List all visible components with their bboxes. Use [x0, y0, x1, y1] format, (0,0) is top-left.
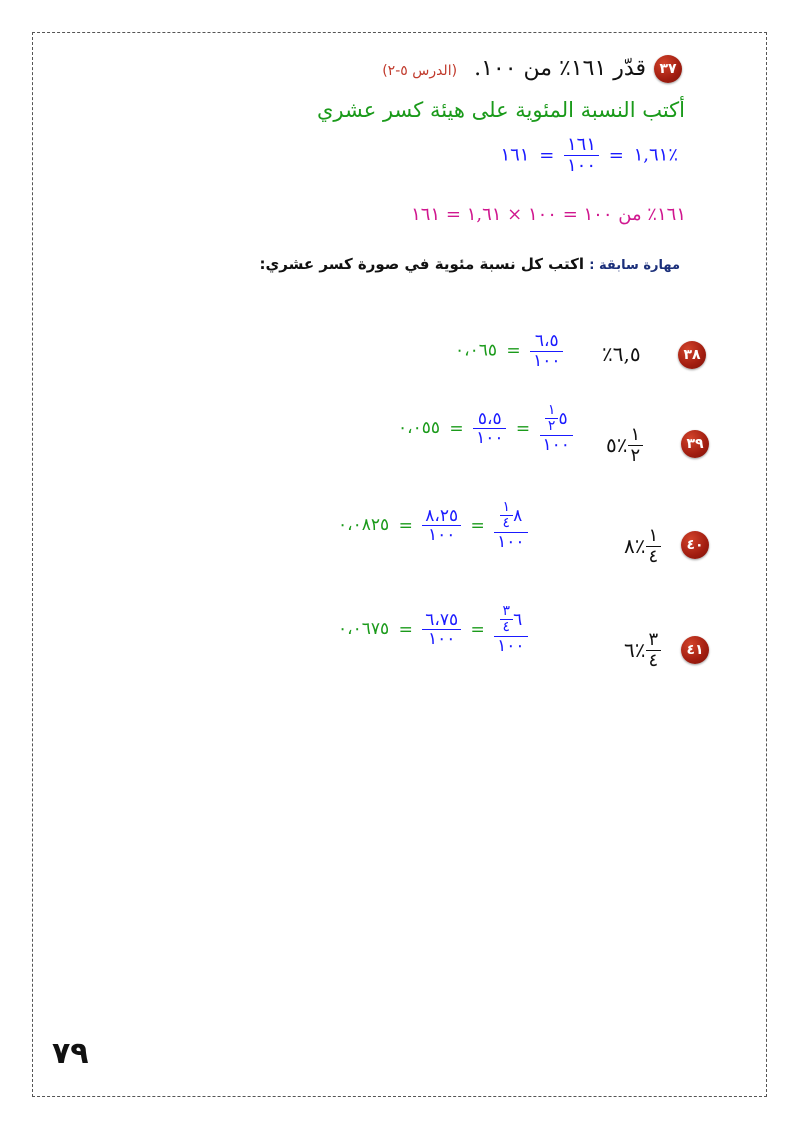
fraction-numerator: ١ [545, 403, 559, 419]
question-number: ٣٨ [683, 347, 701, 363]
fraction-denominator: ٤ [648, 649, 659, 671]
question-number: ٣٩ [686, 436, 704, 452]
q37-conversion-line [500, 135, 678, 176]
mixed-numerator [494, 500, 527, 533]
q40-solution [338, 500, 528, 551]
decimal-value: ١,٦١ [633, 144, 669, 166]
percent-fraction [646, 630, 662, 671]
equals-sign: = [515, 418, 531, 439]
mixed-fraction [494, 500, 527, 551]
prior-skill-heading [260, 255, 680, 273]
inner-fraction [500, 500, 514, 532]
fraction-numerator: ٦،٧٥ [422, 611, 461, 631]
fraction-numerator: ٣ [500, 604, 514, 620]
fraction-denominator: ١٠٠ [497, 531, 525, 552]
mixed-numerator [494, 604, 527, 637]
fraction [530, 332, 563, 370]
question-number: ٤١ [686, 642, 704, 658]
fraction [473, 410, 506, 448]
fraction-numerator: ٦،٥ [530, 332, 563, 352]
percent-fraction [628, 425, 644, 466]
question-38-badge [678, 341, 706, 369]
mixed-whole: ٥ [558, 408, 568, 429]
fraction-numerator: ٥،٥ [473, 410, 506, 430]
mixed-whole: ٨ [513, 505, 523, 526]
equals-sign: = [506, 341, 521, 362]
prior-skill-label: مهارة سابقة : [589, 258, 680, 273]
fraction [564, 135, 599, 176]
q38-percent: ٪٦,٥ [602, 342, 641, 366]
equals-sign: = [470, 515, 485, 536]
page-number: ٧٩ [52, 1036, 89, 1071]
question-37-badge [654, 55, 682, 83]
fraction-denominator: ١٠٠ [427, 525, 456, 546]
equals-sign: = [470, 619, 485, 640]
fraction [422, 507, 461, 545]
inner-fraction [500, 604, 514, 636]
inner-fraction [545, 403, 559, 435]
fraction-numerator: ١ [628, 425, 644, 446]
prior-skill-text: اكتب كل نسبة مئوية في صورة كسر عشري: [259, 255, 585, 273]
fraction-numerator: ١ [646, 526, 662, 547]
mixed-fraction [540, 403, 573, 454]
q39-solution [398, 403, 573, 454]
fraction-denominator: ٤ [502, 619, 511, 636]
question-40-badge [681, 531, 709, 559]
question-text: قدّر ١٦١٪ من ١٠٠. [474, 56, 646, 81]
mixed-number [500, 604, 523, 636]
fraction-numerator: ١ [500, 500, 514, 516]
equals-sign: = [608, 144, 624, 166]
result-value: ٠،٠٥٥ [398, 418, 441, 439]
fraction-denominator: ٤ [648, 545, 659, 567]
result-value: ٠،٠٨٢٥ [338, 515, 390, 536]
fraction-denominator: ٢ [547, 418, 556, 435]
instruction-text: أكتب النسبة المئوية على هيئة كسر عشري [316, 98, 685, 122]
equals-sign: = [539, 144, 555, 166]
fraction-numerator: ١٦١ [564, 135, 599, 156]
fraction-numerator: ٣ [646, 630, 662, 651]
q40-percent [618, 526, 661, 567]
fraction [422, 611, 461, 649]
question-37-text [382, 56, 646, 81]
fraction-denominator: ١٠٠ [533, 350, 561, 371]
question-39-badge [681, 430, 709, 458]
percent-value: ١٦١٪ [500, 144, 678, 166]
fraction-numerator: ٨،٢٥ [422, 507, 461, 527]
lesson-reference: (الدرس ٥-٢) [382, 63, 458, 79]
fraction-denominator: ١٠٠ [497, 635, 525, 656]
mixed-whole: ٦ [513, 609, 523, 630]
fraction-denominator: ١٠٠ [476, 428, 504, 449]
question-number: ٣٧ [659, 61, 677, 77]
fraction-denominator: ١٠٠ [542, 434, 570, 455]
mixed-fraction [494, 604, 527, 655]
question-41-badge [681, 636, 709, 664]
result-value: ٠،٠٦٥ [455, 340, 498, 361]
fraction-denominator: ٤ [502, 515, 511, 532]
q41-solution [338, 604, 528, 655]
percent-fraction [646, 526, 662, 567]
percent-whole: ٪٨ [624, 534, 646, 559]
percent-whole: ٪٥ [606, 433, 628, 458]
equals-sign: = [449, 418, 464, 439]
fraction-denominator: ١٠٠ [427, 629, 456, 650]
mixed-number [545, 403, 568, 435]
q39-percent [600, 425, 643, 466]
mixed-numerator [540, 403, 573, 436]
equals-sign: = [398, 515, 413, 536]
percent-whole: ٪٦ [624, 638, 646, 663]
q38-solution [455, 332, 563, 370]
q41-percent [618, 630, 661, 671]
fraction-denominator: ١٠٠ [567, 154, 597, 176]
question-number: ٤٠ [686, 537, 704, 553]
q37-estimate-line: ١٦١٪ من ١٠٠ = ١٠٠ × ١,٦١ = ١٦١ [411, 204, 686, 225]
fraction-denominator: ٢ [630, 444, 641, 466]
equals-sign: = [398, 619, 413, 640]
mixed-number [500, 500, 523, 532]
result-value: ٠،٠٦٧٥ [338, 619, 390, 640]
